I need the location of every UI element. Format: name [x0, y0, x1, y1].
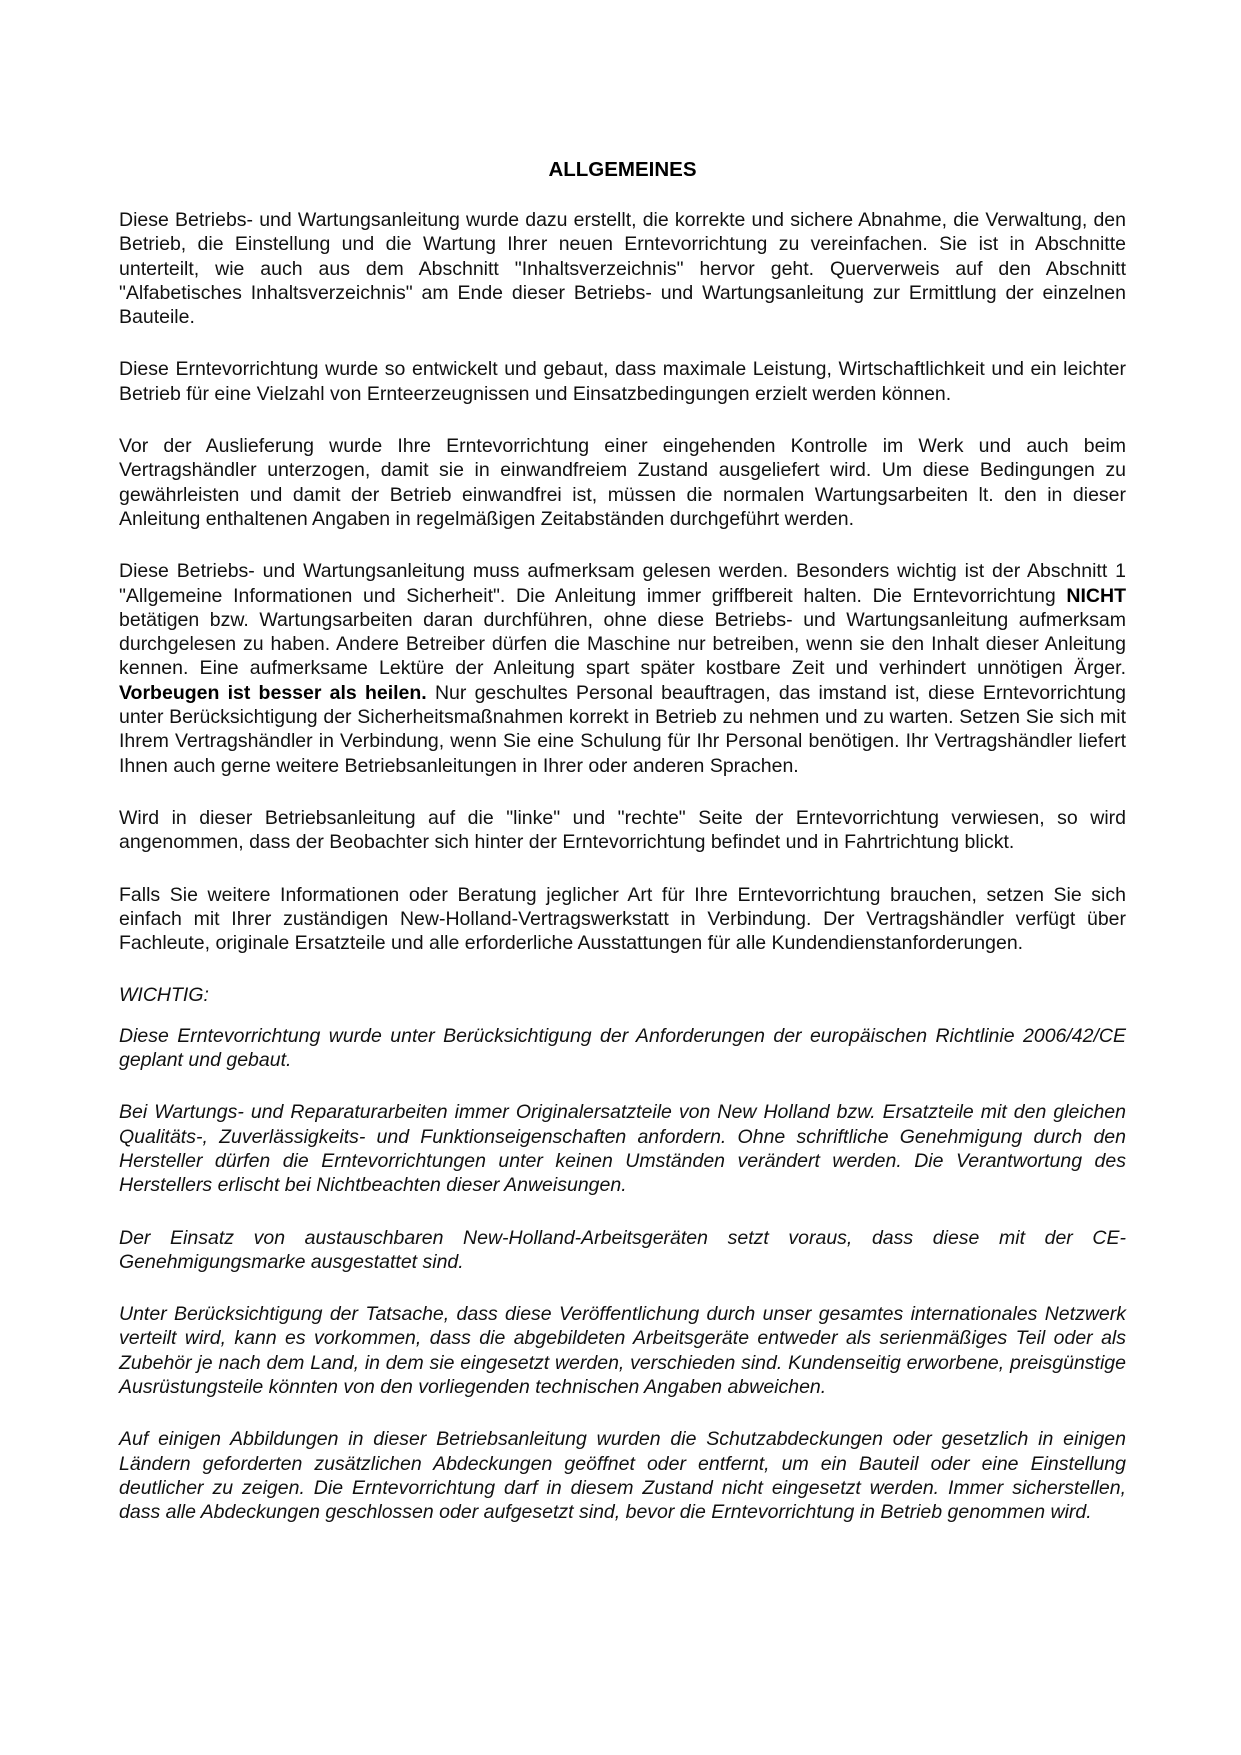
document-page	[119, 158, 1126, 1552]
prevention-emphasis: Vorbeugen ist besser als heilen.	[119, 681, 427, 704]
reading-text-part-2: betätigen bzw. Wartungsarbeiten daran durchführen, ohne diese Betriebs- und Wartungsanleitung aufmerksam durchgelesen zu haben. Andere Betreiber dürfen die Maschine nur betreiben, wenn sie den Inhalt dieser Anleitung kennen. Eine aufmerksame Lektüre der Anleitung spart später kostbare Zeit und verhindert unnötigen Ärger.	[119, 608, 1126, 680]
intro-paragraph: Diese Betriebs- und Wartungsanleitung wurde dazu erstellt, die korrekte und sichere Abnahme, die Verwaltung, den Betrieb, die Einstellung und die Wartung Ihrer neuen Erntevorrichtung zu vereinfachen. Sie ist in Abschnitte unterteilt, wie auch aus dem Abschnitt "Inhaltsverzeichnis" hervor geht. Querverweis auf den Abschnitt "Alfabetisches Inhaltsverzeichnis" am Ende dieser Betriebs- und Wartungsanleitung zur Ermittlung der einzelnen Bauteile.	[119, 209, 1126, 329]
delivery-paragraph: Vor der Auslieferung wurde Ihre Erntevorrichtung einer eingehenden Kontrolle im Werk und auch beim Vertragshändler unterzogen, damit sie in einwandfreiem Zustand ausgeliefert wird. Um diese Bedingungen zu gewährleisten und damit der Betrieb einwandfrei ist, müssen die normalen Wartungsarbeiten lt. den in dieser Anleitung enthaltenen Angaben in regelmäßigen Zeitabständen durchgeführt werden.	[119, 435, 1126, 530]
page-title: ALLGEMEINES	[548, 158, 697, 181]
directive-note: Diese Erntevorrichtung wurde unter Berücksichtigung der Anforderungen der europäischen Richtlinie 2006/42/CE geplant und gebaut.	[119, 1024, 1126, 1072]
important-label: WICHTIG:	[119, 984, 209, 1007]
spare-parts-note: Bei Wartungs- und Reparaturarbeiten immer Originalersatzteile von New Holland bzw. Ersatzteile mit den gleichen Qualitäts-, Zuverlässigkeits- und Funktionseigenschaften anfordern. Ohne schriftliche Genehmigung durch den Hersteller dürfen die Erntevorrichtungen unter keinen Umständen verändert werden. Die Verantwortung des Herstellers erlischt bei Nichtbeachten dieser Anweisungen.	[119, 1101, 1126, 1197]
reading-instructions-paragraph	[119, 559, 1126, 778]
nicht-emphasis: NICHT	[1066, 584, 1126, 607]
guards-removed-note: Auf einigen Abbildungen in dieser Betriebsanleitung wurden die Schutzabdeckungen oder gesetzlich in einigen Ländern geforderten zusätzlichen Abdeckungen geöffnet oder entfernt, um ein Bauteil oder eine Einstellung deutlicher zu zeigen. Die Erntevorrichtung darf in diesem Zustand nicht eingesetzt werden. Immer sicherstellen, dass alle Abdeckungen geschlossen oder aufgesetzt sind, bevor die Erntevorrichtung in Betrieb genommen wird.	[119, 1428, 1126, 1524]
orientation-paragraph: Wird in dieser Betriebsanleitung auf die "linke" und "rechte" Seite der Erntevorrichtung verwiesen, so wird angenommen, dass der Beobachter sich hinter der Erntevorrichtung befindet und in Fahrtrichtung blickt.	[119, 806, 1126, 854]
reading-text-part-3: Nur geschultes Personal beauftragen, das imstand ist, diese Erntevorrichtung unter Berücksichtigung der Sicherheitsmaßnahmen korrekt in Betrieb zu nehmen und zu warten. Setzen Sie sich mit Ihrem Vertragshändler in Verbindung, wenn Sie eine Schulung für Ihr Personal benötigen. Ihr Vertragshändler liefert Ihnen auch gerne weitere Betriebsanleitungen in Ihrer oder anderen Sprachen.	[119, 681, 1127, 777]
design-paragraph: Diese Erntevorrichtung wurde so entwickelt und gebaut, dass maximale Leistung, Wirtschaftlichkeit und ein leichter Betrieb für eine Vielzahl von Ernteerzeugnissen und Einsatzbedingungen erzielt werden können.	[119, 358, 1126, 405]
equipment-variation-note: Unter Berücksichtigung der Tatsache, dass diese Veröffentlichung durch unser gesamtes internationales Netzwerk verteilt wird, kann es vorkommen, dass die abgebildeten Arbeitsgeräte entweder als serienmäßiges Teil oder als Zubehör je nach dem Land, in dem sie eingesetzt werden, verschieden sind. Kundenseitig erworbene, preisgünstige Ausrüstungsteile könnten von den vorliegenden technischen Angaben abweichen.	[119, 1303, 1126, 1398]
reading-text-part-1: Diese Betriebs- und Wartungsanleitung muss aufmerksam gelesen werden. Besonders wichtig ist der Abschnitt 1 "Allgemeine Informationen und Sicherheit". Die Anleitung immer griffbereit halten. Die Erntevorrichtung	[119, 560, 1126, 607]
dealer-contact-paragraph: Falls Sie weitere Informationen oder Beratung jeglicher Art für Ihre Erntevorrichtung brauchen, setzen Sie sich einfach mit Ihrer zuständigen New-Holland-Vertragswerkstatt in Verbindung. Der Vertragshändler verfügt über Fachleute, originale Ersatzteile und alle erforderliche Ausstattungen für alle Kundendienstanforderungen.	[119, 883, 1126, 955]
ce-mark-note: Der Einsatz von austauschbaren New-Holland-Arbeitsgeräten setzt voraus, dass diese mit der CE-Genehmigungsmarke ausgestattet sind.	[119, 1226, 1126, 1273]
